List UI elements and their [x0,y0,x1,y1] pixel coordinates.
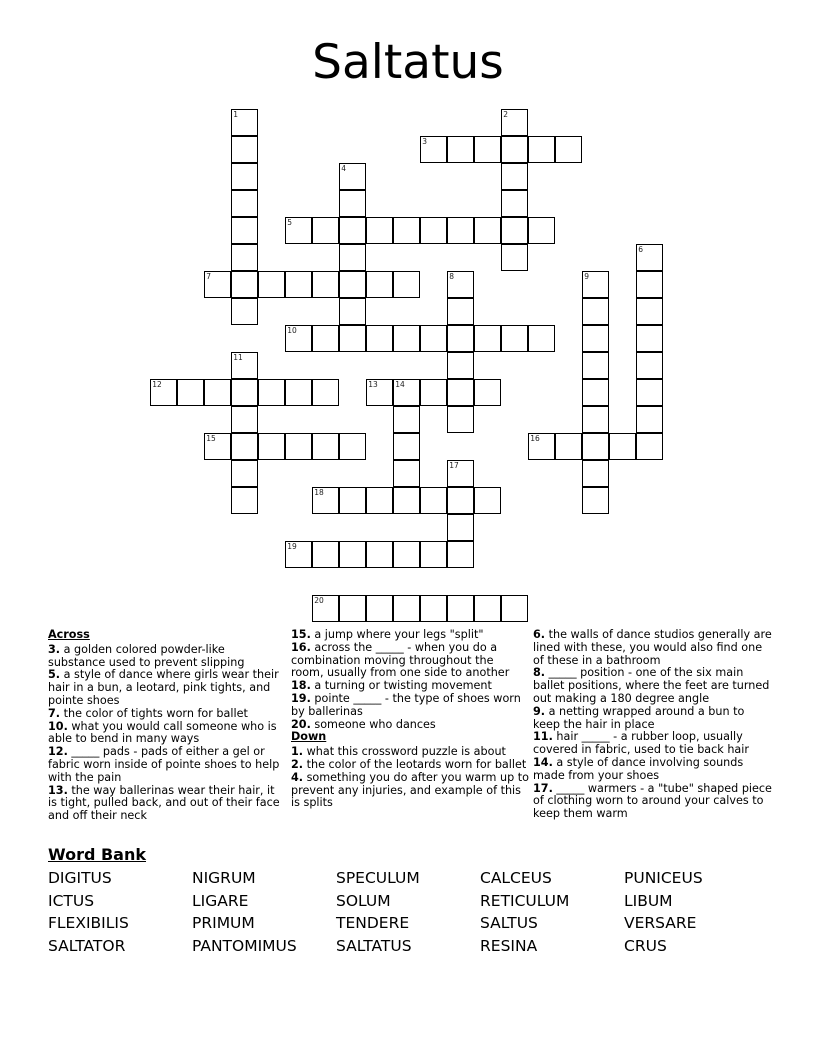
grid-cell[interactable] [312,541,339,568]
word-bank-word: NIGRUM [192,869,256,887]
grid-cell[interactable] [582,325,609,352]
clue-number: 11 [233,353,243,363]
grid-cell[interactable] [447,352,474,379]
grid-cell[interactable] [231,298,258,325]
grid-cell[interactable] [582,406,609,433]
grid-cell[interactable] [312,217,339,244]
grid-cell[interactable] [420,379,447,406]
grid-cell[interactable] [312,271,339,298]
grid-cell[interactable] [420,595,447,622]
grid-cell[interactable] [204,379,231,406]
word-bank-word: SALTATUS [336,936,412,955]
grid-cell[interactable] [636,379,663,406]
grid-cell[interactable] [474,379,501,406]
grid-cell[interactable] [231,136,258,163]
grid-cell[interactable] [501,163,528,190]
word-bank-word: ICTUS [48,891,95,910]
grid-cell[interactable] [501,325,528,352]
clue-item [48,785,280,823]
clue-number: 19 [287,542,297,552]
grid-cell[interactable] [393,271,420,298]
clue-text: a style of dance where girls wear their hair in a bun, a leotard, pink tights, and pointe shoes [48,668,279,707]
grid-cell[interactable] [366,217,393,244]
clue-text: a jump where your legs "split" [310,628,484,641]
grid-cell[interactable] [582,352,609,379]
grid-cell[interactable] [285,325,312,352]
grid-cell[interactable] [420,487,447,514]
grid-cell[interactable] [231,487,258,514]
clue-number-label: 18. [291,679,311,693]
grid-cell[interactable] [393,460,420,487]
clue-text: hair _____ - a rubber loop, usually covered in fabric, used to tie back hair [533,730,749,757]
grid-cell[interactable] [501,190,528,217]
clue-number-label: 13. [48,783,68,797]
clue-number: 5 [287,218,293,228]
clue-text: _____ warmers - a "tube" shaped piece of clothing worn to around your calves to keep them warm [533,781,772,821]
clue-item [48,721,280,747]
clue-text: the way ballerinas wear their hair, it is tight, pulled back, and out of their face and off their neck [48,783,280,823]
word-bank-word: SPECULUM [336,869,420,887]
across-heading: Across [48,628,90,641]
clue-item [533,757,773,783]
grid-cell[interactable] [582,379,609,406]
grid-cell[interactable] [312,325,339,352]
clue-text: the walls of dance studios generally are lined with these, you would also find one of these in a bathroom [533,628,772,667]
grid-cell[interactable] [447,217,474,244]
grid-cell[interactable] [447,595,474,622]
clue-number-label: 1. [291,745,304,759]
grid-cell[interactable] [528,136,555,163]
down-clue-list [291,746,529,810]
grid-cell[interactable] [366,487,393,514]
clue-item [533,629,773,667]
word-bank-word: RETICULUM [480,891,570,910]
clue-number: 15 [206,434,216,444]
grid-cell[interactable] [393,595,420,622]
clue-number-label: 12. [48,745,68,759]
word-bank-word: TENDERE [336,914,410,933]
clue-number-label: 9. [533,704,546,718]
word-bank-word: RESINA [480,936,538,955]
grid-cell[interactable] [339,595,366,622]
grid-cell[interactable] [474,136,501,163]
grid-cell[interactable] [339,298,366,325]
clue-text: the color of the leotards worn for ballet [303,757,527,771]
clue-number-label: 14. [533,755,553,769]
grid-cell[interactable] [420,325,447,352]
grid-cell[interactable] [501,217,528,244]
clue-number-label: 16. [291,640,311,654]
grid-cell[interactable] [231,109,258,136]
clue-item [533,706,773,732]
grid-cell[interactable] [393,433,420,460]
clue-text: a golden colored powder-like substance used to prevent slipping [48,642,245,669]
grid-cell[interactable] [393,379,420,406]
word-bank-word: FLEXIBILIS [48,914,129,933]
clue-number-label: 8. [533,666,546,680]
grid-cell[interactable] [339,163,366,190]
clue-number: 18 [314,488,324,498]
grid-cell[interactable] [231,217,258,244]
grid-cell[interactable] [636,352,663,379]
grid-cell[interactable] [231,379,258,406]
down-heading: Down [291,730,327,744]
grid-cell[interactable] [339,271,366,298]
clue-text: the color of tights worn for ballet [60,706,248,720]
grid-cell[interactable] [582,433,609,460]
grid-cell[interactable] [393,406,420,433]
grid-cell[interactable] [258,271,285,298]
grid-cell[interactable] [447,325,474,352]
grid-cell[interactable] [582,271,609,298]
clue-number: 14 [395,380,405,390]
grid-cell[interactable] [312,595,339,622]
grid-cell[interactable] [555,433,582,460]
clue-item [291,772,529,810]
clue-item [291,719,529,732]
grid-cell[interactable] [447,460,474,487]
clue-item [533,783,773,821]
grid-cell[interactable] [339,433,366,460]
grid-cell[interactable] [528,217,555,244]
grid-cell[interactable] [258,433,285,460]
clue-number: 7 [206,272,212,282]
clue-text: pointe _____ - the type of shoes worn by ballerinas [291,691,521,718]
clue-number: 20 [314,596,324,606]
grid-cell[interactable] [447,487,474,514]
grid-cell[interactable] [231,271,258,298]
clue-item [533,731,773,757]
grid-cell[interactable] [474,325,501,352]
grid-cell[interactable] [420,217,447,244]
clue-text: _____ pads - pads of either a gel or fabric worn inside of pointe shoes to help with the pain [48,745,280,784]
clue-item [48,644,280,670]
clue-number: 6 [638,245,644,255]
grid-cell[interactable] [447,379,474,406]
grid-cell[interactable] [339,325,366,352]
grid-cell[interactable] [366,325,393,352]
clue-text: across the _____ - when you do a combination moving throughout the room, usually from one side to another [291,640,510,680]
clue-text: what this crossword puzzle is about [303,745,506,759]
grid-cell[interactable] [474,217,501,244]
grid-cell[interactable] [312,433,339,460]
clue-number-label: 11. [533,730,553,744]
clues-column-1 [48,629,280,823]
clue-item [48,669,280,707]
clue-text: something you do after you warm up to prevent any injuries, and example of this is splits [291,770,529,810]
word-bank-word: PRIMUM [192,914,255,933]
grid-cell[interactable] [528,433,555,460]
grid-cell[interactable] [231,406,258,433]
clue-number: 2 [503,110,509,120]
down-clue-list-continued [533,629,773,821]
clue-text: what you would call someone who is able to bend in many ways [48,719,277,746]
grid-cell[interactable] [609,433,636,460]
grid-cell[interactable] [204,433,231,460]
word-bank-word: SALTATOR [48,936,126,955]
clue-number: 10 [287,326,297,336]
grid-cell[interactable] [366,541,393,568]
grid-cell[interactable] [150,379,177,406]
word-bank-word: LIGARE [192,891,249,910]
grid-cell[interactable] [501,244,528,271]
grid-cell[interactable] [231,190,258,217]
grid-cell[interactable] [582,298,609,325]
grid-cell[interactable] [393,325,420,352]
clue-number: 16 [530,434,540,444]
clue-item [291,642,529,680]
grid-cell[interactable] [636,406,663,433]
clue-text: a turning or twisting movement [310,679,492,693]
puzzle-title: Saltatus [312,35,504,90]
grid-cell[interactable] [501,109,528,136]
clue-text: a netting wrapped around a bun to keep the hair in place [533,704,745,731]
clue-number-label: 17. [533,781,553,795]
grid-cell[interactable] [447,136,474,163]
grid-cell[interactable] [312,487,339,514]
word-bank-heading: Word Bank [48,845,147,864]
grid-cell[interactable] [582,460,609,487]
clue-number-label: 4. [291,770,304,784]
grid-cell[interactable] [339,541,366,568]
grid-cell[interactable] [447,406,474,433]
clue-item [533,667,773,705]
grid-cell[interactable] [474,595,501,622]
clue-number: 17 [449,461,459,471]
grid-cell[interactable] [231,460,258,487]
clues-column-2 [291,629,529,810]
clue-number-label: 2. [291,757,304,771]
word-bank [48,867,768,957]
word-bank-word: PUNICEUS [624,869,703,887]
grid-cell[interactable] [501,595,528,622]
grid-cell[interactable] [474,487,501,514]
clue-text: someone who dances [310,717,436,731]
across-clue-list [48,644,280,823]
clue-number-label: 19. [291,691,311,705]
grid-cell[interactable] [420,541,447,568]
grid-cell[interactable] [339,190,366,217]
word-bank-word: PANTOMIMUS [192,936,297,955]
word-bank-word: CRUS [624,936,667,955]
grid-cell[interactable] [393,541,420,568]
clue-number-label: 6. [533,628,546,641]
clue-number-label: 5. [48,668,61,682]
grid-cell[interactable] [393,487,420,514]
clue-number: 12 [152,380,162,390]
grid-cell[interactable] [528,325,555,352]
clue-text: _____ position - one of the six main ballet positions, where the feet are turned out making a 180 degree angle [533,666,770,705]
clue-number-label: 10. [48,719,68,733]
clue-text: a style of dance involving sounds made from your shoes [533,755,744,782]
grid-cell[interactable] [339,217,366,244]
grid-cell[interactable] [555,136,582,163]
clue-number: 8 [449,272,455,282]
grid-cell[interactable] [636,433,663,460]
grid-cell[interactable] [366,595,393,622]
clues-column-3 [533,629,773,821]
clue-number-label: 3. [48,642,61,656]
grid-cell[interactable] [231,433,258,460]
grid-cell[interactable] [420,136,447,163]
grid-cell[interactable] [636,244,663,271]
grid-cell[interactable] [231,244,258,271]
clue-number: 1 [233,110,239,120]
grid-cell[interactable] [312,379,339,406]
clue-number: 4 [341,164,347,174]
clue-item [48,746,280,784]
grid-cell[interactable] [582,487,609,514]
grid-cell[interactable] [366,271,393,298]
grid-cell[interactable] [636,325,663,352]
word-bank-word: SALTUS [480,914,538,933]
clue-number-label: 15. [291,628,311,641]
clue-number-label: 20. [291,717,311,731]
grid-cell[interactable] [231,352,258,379]
grid-cell[interactable] [285,217,312,244]
clue-number: 13 [368,380,378,390]
grid-cell[interactable] [285,271,312,298]
word-bank-word: CALCEUS [480,869,552,887]
grid-cell[interactable] [636,271,663,298]
grid-cell[interactable] [204,271,231,298]
grid-cell[interactable] [231,163,258,190]
grid-cell[interactable] [636,298,663,325]
word-bank-word: LIBUM [624,891,673,910]
grid-cell[interactable] [339,244,366,271]
word-bank-word: DIGITUS [48,869,112,887]
grid-cell[interactable] [339,487,366,514]
grid-cell[interactable] [366,379,393,406]
grid-cell[interactable] [285,379,312,406]
grid-cell[interactable] [447,541,474,568]
grid-cell[interactable] [285,433,312,460]
grid-cell[interactable] [447,271,474,298]
word-bank-word: VERSARE [624,914,697,933]
clue-item [291,693,529,719]
clue-number-label: 7. [48,706,61,720]
grid-cell[interactable] [177,379,204,406]
grid-cell[interactable] [393,217,420,244]
grid-cell[interactable] [501,136,528,163]
grid-cell[interactable] [447,514,474,541]
clue-number: 3 [422,137,428,147]
across-clue-list-continued [291,629,529,731]
clue-number: 9 [584,272,590,282]
grid-cell[interactable] [447,298,474,325]
grid-cell[interactable] [285,541,312,568]
grid-cell[interactable] [258,379,285,406]
word-bank-word: SOLUM [336,891,391,910]
